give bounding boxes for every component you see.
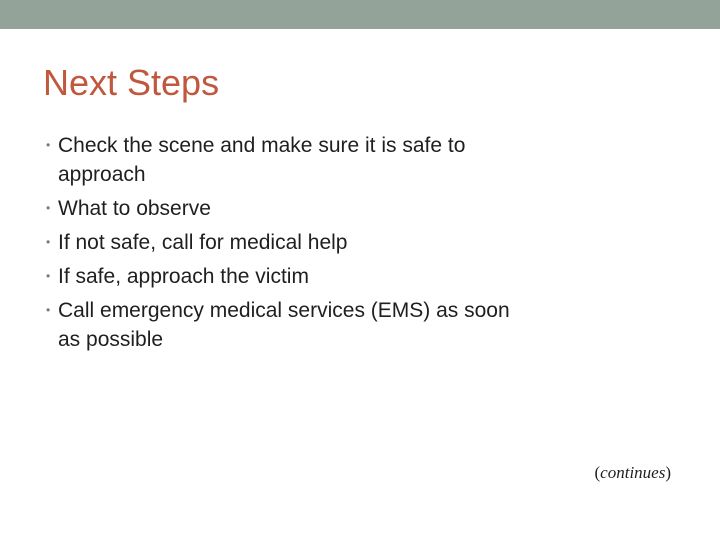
top-accent-bar	[0, 0, 720, 29]
bullet-item	[46, 296, 516, 354]
bullet-text: If safe, approach the victim	[58, 265, 309, 288]
bullet-item	[46, 194, 516, 223]
bullet-dot-icon: •	[46, 138, 51, 152]
bullet-list	[46, 131, 516, 359]
continues-word: continues	[600, 463, 666, 482]
bullet-text: Check the scene and make sure it is safe to approach	[58, 134, 466, 186]
bullet-item	[46, 228, 516, 257]
bullet-text: Call emergency medical services (EMS) as soon as possible	[58, 299, 510, 351]
bullet-dot-icon: •	[46, 201, 51, 215]
bullet-text: If not safe, call for medical help	[58, 231, 348, 254]
slide-title: Next Steps	[43, 62, 220, 103]
bullet-text: What to observe	[58, 197, 211, 220]
continues-open-paren: (	[594, 463, 601, 482]
bullet-dot-icon: •	[46, 235, 51, 249]
bullet-item	[46, 262, 516, 291]
bullet-dot-icon: •	[46, 269, 51, 283]
bullet-item	[46, 131, 516, 189]
continues-close-paren: )	[665, 463, 671, 482]
bullet-dot-icon: •	[46, 303, 51, 317]
continues-note	[595, 463, 672, 483]
